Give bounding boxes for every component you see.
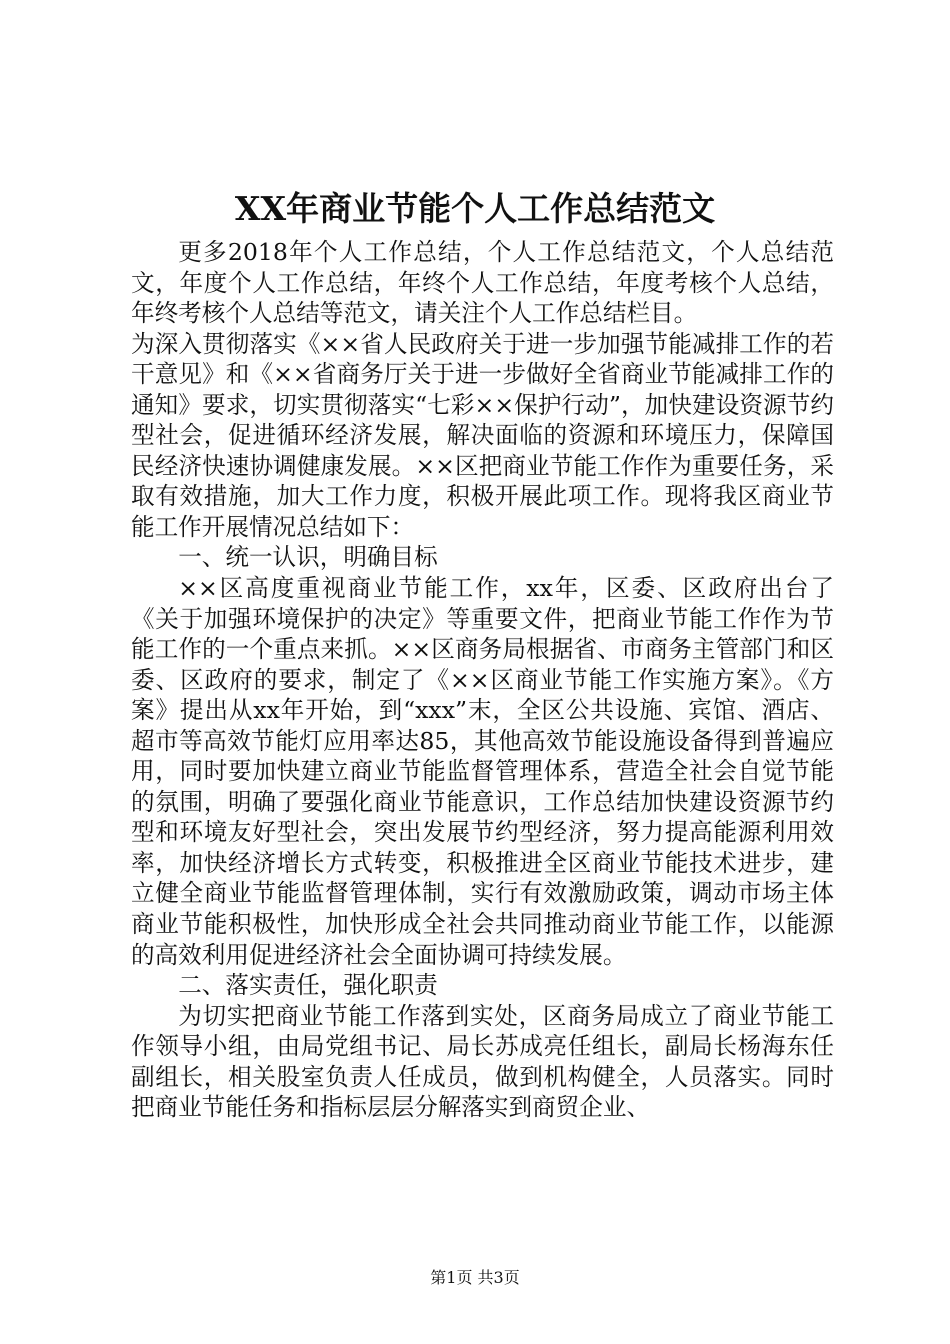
paragraph-section-2: 为切实把商业节能工作落到实处，区商务局成立了商业节能工作领导小组，由局党组书记、局长苏成亮任组长，副局长杨海东任副组长，相关股室负责人任成员，做到机构健全，人员落实。同时把商业节能任务和指标层层分解落实到商贸企业、 — [131, 1001, 834, 1122]
document-body — [131, 237, 834, 1123]
paragraph-intro: 更多2018年个人工作总结，个人工作总结范文，个人总结范文，年度个人工作总结，年终个人工作总结，年度考核个人总结，年终考核个人总结等范文，请关注个人工作总结栏目。 — [131, 238, 834, 328]
page-number-footer: 第1页 共3页 — [430, 1268, 520, 1287]
section-heading-1: 一、统一认识，明确目标 — [178, 543, 438, 572]
section-heading-2: 二、落实责任，强化职责 — [178, 971, 438, 1000]
paragraph-section-1: ××区高度重视商业节能工作，xx年，区委、区政府出台了《关于加强环境保护的决定》等重要文件，把商业节能工作作为节能工作的一个重点来抓。××区商务局根据省、市商务主管部门和区委、区政府的要求，制定了《××区商业节能工作实施方案》。《方案》提出从xx年开始，到“xxx”末，全区公共设施、宾馆、酒店、超市等高效节能灯应用率达85，其他高效节能设施设备得到普遍应用，同时要加快建立商业节能监督管理体系，营造全社会自觉节能的氛围，明确了要强化商业节能意识，工作总结加快建设资源节约型和环境友好型社会，突出发展节约型经济，努力提高能源利用效率，加快经济增长方式转变，积极推进全区商业节能技术进步，建立健全商业节能监督管理体制，实行有效激励政策，调动市场主体商业节能积极性，加快形成全社会共同推动商业节能工作，以能源的高效利用促进经济社会全面协调可持续发展。 — [131, 574, 834, 969]
document-title: XX年商业节能个人工作总结范文 — [234, 189, 716, 228]
paragraph-background: 为深入贯彻落实《××省人民政府关于进一步加强节能减排工作的若干意见》和《××省商务厅关于进一步做好全省商业节能减排工作的通知》要求，切实贯彻落实“七彩××保护行动”，加快建设资源节约型社会，促进循环经济发展，解决面临的资源和环境压力，保障国民经济快速协调健康发展。××区把商业节能工作作为重要任务，采取有效措施，加大工作力度，积极开展此项工作。现将我区商业节能工作开展情况总结如下： — [131, 329, 834, 541]
